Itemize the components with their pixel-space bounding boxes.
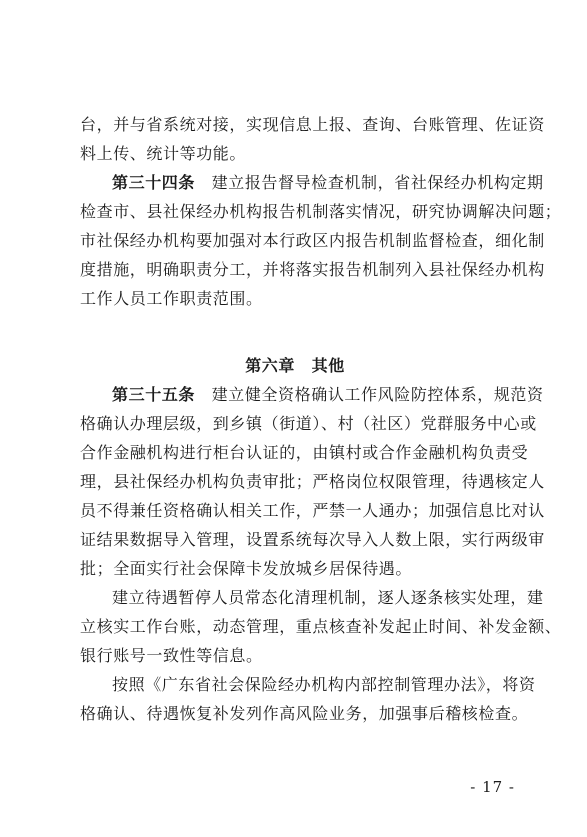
article-34-text: 建立报告督导检查机制，省社保经办机构定期 bbox=[211, 173, 544, 192]
text-line: 检查市、县社保经办机构报告机制落实情况，研究协调解决问题； bbox=[80, 202, 562, 221]
article-35-title: 第三十五条 bbox=[112, 385, 196, 404]
section-gap bbox=[80, 313, 510, 351]
text-line: 度措施，明确职责分工，并将落实报告机制列入县社保经办机构 bbox=[80, 260, 545, 279]
text-line: 立核实工作台账，动态管理，重点核查补发起止时间、补发金额、 bbox=[80, 617, 562, 636]
text-line: 批；全面实行社会保障卡发放城乡居保待遇。 bbox=[80, 559, 413, 578]
text-line: 员不得兼任资格确认相关工作，严禁一人通办；加强信息比对认 bbox=[80, 501, 545, 520]
text-line: 格确认、待遇恢复补发列作高风险业务，加强事后稽核检查。 bbox=[80, 704, 529, 723]
article-35-heading-line bbox=[80, 380, 544, 409]
text-line: 证结果数据导入管理，设置系统每次导入人数上限，实行两级审 bbox=[80, 530, 545, 549]
text-line: 工作人员工作职责范围。 bbox=[80, 289, 263, 308]
text-line: 台，并与省系统对接，实现信息上报、查询、台账管理、佐证资 bbox=[80, 115, 545, 134]
text-line: 银行账号一致性等信息。 bbox=[80, 646, 263, 665]
article-34-heading-line bbox=[80, 168, 544, 197]
text-line: 市社保经办机构要加强对本行政区内报告机制监督检查，细化制 bbox=[80, 231, 545, 250]
article-35-text: 建立健全资格确认工作风险防控体系，规范资 bbox=[211, 385, 544, 404]
article-34-title: 第三十四条 bbox=[112, 173, 196, 192]
article-35-text bbox=[195, 385, 212, 404]
article-34-text bbox=[195, 173, 212, 192]
document-body bbox=[80, 110, 562, 728]
page-number: - 17 - bbox=[470, 778, 515, 796]
text-line: 建立待遇暂停人员常态化清理机制，逐人逐条核实处理，建 bbox=[112, 588, 544, 607]
text-line: 理，县社保经办机构负责审批；严格岗位权限管理，待遇核定人 bbox=[80, 472, 545, 491]
text-line: 按照《广东省社会保险经办机构内部控制管理办法》，将资 bbox=[112, 675, 536, 694]
text-line: 合作金融机构进行柜台认证的，由镇村或合作金融机构负责受 bbox=[80, 443, 529, 462]
text-line: 料上传、统计等功能。 bbox=[80, 144, 247, 163]
chapter-title: 第六章 其他 bbox=[245, 356, 345, 375]
text-line: 格确认办理层级，到乡镇（街道）、村（社区）党群服务中心或 bbox=[80, 414, 537, 433]
